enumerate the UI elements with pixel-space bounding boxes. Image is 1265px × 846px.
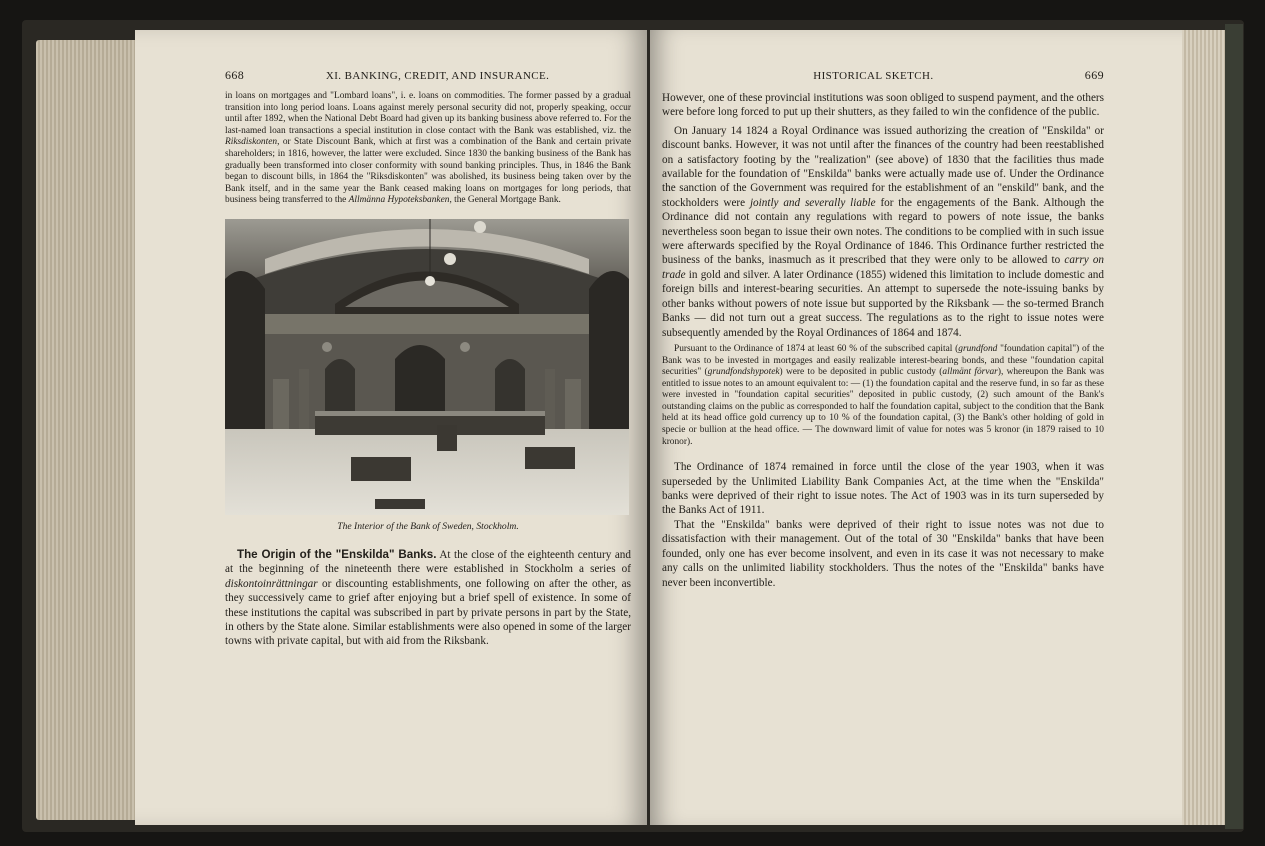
- text-run: ) were to be deposited in public custody (: [779, 367, 943, 378]
- left-page-edges: [36, 40, 146, 820]
- left-running-head: [225, 68, 631, 83]
- left-top-paragraph: [225, 91, 631, 207]
- text-run: for the engagements of the Bank. Although the Ordinance did not contain any regulations with regard to powers of note issue, the banks nevertheless soon began to issue their own notes. The conditions to be complied with in such issue were afterwards specified by the Royal Ordinance of 1846. This Ordinance further restricted the business of the banks, inasmuch as it prescribed that they were only to be allowed to: [662, 196, 1104, 267]
- spacer: [662, 448, 1104, 460]
- italic-term: Riksdiskonten: [225, 137, 278, 148]
- italic-term: grundfondshypotek: [707, 367, 780, 378]
- text-run: On January 14 1824 a Royal Ordinance was issued authorizing the creation of "Enskilda" or discount banks. However, it was not until after the finances of the country had been reestablished on a satisfactory footing by the "realization" (see above) of 1830 that the facilities thus made available for the foundation of "Enskilda" banks were actually made use of. Under the Ordinance the sanction of the Government was required for the establishment of an "enskild" bank, and the stockholders were: [662, 124, 1104, 209]
- right-paragraph-3: The Ordinance of 1874 remained in force until the close of the year 1903, when it was superseded by the Unlimited Liability Bank Companies Act, at the time when the "Enskilda" banks were deprived of their right to issue notes. The Act of 1903 was in its turn superseded by the Banks Act of 1911.: [662, 461, 1104, 517]
- text-run: in gold and silver. A later Ordinance (1855) widened this limitation to include domestic and foreign bills and interest-bearing securities. An attempt to supersede the note-issuing banks by other banks without powers of note issue but supported by the Riksbank — the so-termed Branch Banks — did not turn out a great success. The regulations as to the right to issue notes were subsequently amended by the Royal Ordinances of 1864 and 1874.: [662, 268, 1104, 339]
- text-run: , or State Discount Bank, which at first was a combination of the Bank and certain private shareholders; in 1816, however, the latter were excluded. Since 1830 the banking business of the Bank has gradually been transformed into closer conformity with sound banking principles. Thus, in 1846 the Bank began to discount bills, in 1864 the "Riksdiskonten" was abolished, its business being taken over by the Bank itself, and in the same year the Bank ceased making loans on mortgages for long periods, that business being transferred to the: [225, 137, 631, 206]
- left-running-title: XI. BANKING, CREDIT, AND INSURANCE.: [325, 70, 550, 82]
- section-heading: The Origin of the "Enskilda" Banks.: [237, 547, 437, 561]
- book-cover-edge: [1225, 24, 1243, 829]
- bank-interior-photograph: [225, 219, 629, 515]
- right-paragraph-2: [662, 124, 1104, 340]
- right-paragraph-1: However, one of these provincial institutions was soon obliged to suspend payment, and the others were before long forced to put up their shutters, as they failed to win the confidence of the public.: [662, 92, 1104, 119]
- italic-term: carry on trade: [662, 254, 1105, 281]
- text-run: , the General Mortgage Bank.: [449, 195, 561, 206]
- right-small-paragraph: [662, 344, 1104, 448]
- left-page-number: 668: [225, 68, 245, 82]
- text-run: in loans on mortgages and "Lombard loans", i. e. loans on commodities. The former passed by a gradual transition into long period loans. Loans against merely personal security did not, properly speaking, occur until after 1892, when the National Debt Board had given up its banking business above referred to. For the last-named loan transactions a special institution in close contact with the Bank was established, viz. the: [225, 91, 631, 136]
- italic-term: grundfond: [958, 343, 998, 354]
- text-run: or discounting establishments, one following on after the other, as they successively came to grief after enjoying but a brief spell of existence. In some of these institutions the capital was subscribed in part by private persons in part by the State, in others by the State alone. Similar establishments were also opened in some of the larger towns with private capital, but with aid from the Riksbank.: [225, 577, 631, 648]
- italic-term: jointly and severally liable: [749, 196, 876, 209]
- right-page: [650, 30, 1182, 825]
- italic-term: diskontoinrättningar: [225, 577, 318, 590]
- left-page: [135, 30, 647, 825]
- right-paragraph-4: That the "Enskilda" banks were deprived of their right to issue notes was not due to dissatisfaction with their management. Out of the total of 30 "Enskilda" banks that have been founded, only one has ever become insolvent, and even in its case it was not necessary to make any calls on the unlimited liability stockholders. Thus the notes of the "Enskilda" banks have never been inconvertible.: [662, 518, 1104, 589]
- figure-caption: The Interior of the Bank of Sweden, Stockholm.: [337, 520, 519, 532]
- right-page-number: 669: [1084, 68, 1104, 82]
- left-section-paragraph: [225, 548, 631, 649]
- italic-term: Allmänna Hypoteksbanken: [348, 195, 450, 206]
- text-run: At the close of the eighteenth century and at the beginning of the nineteenth there were established in Stockholm a series of: [225, 548, 631, 576]
- text-run: ), whereupon the Bank was entitled to issue notes to an amount equivalent to: — (1) the foundation capital and the reserve fund, in so far as these were invested in "foundation capital securities" deposited in public custody, (2) such amount of the Bank's outstanding claims on the public as corresponded to half the foundation capital, subject to the condition that the Bank held at its head office gold currency up to 10 % of the foundation capital, (3) the Bank's other holding of gold in specie or bullion at the head office. — The downward limit of value for notes was 5 kronor (in 1879 raised to 10 kronor).: [662, 367, 1104, 447]
- text-run: Pursuant to the Ordinance of 1874 at least 60 % of the subscribed capital (: [674, 343, 959, 354]
- text-run: "foundation capital") of the Bank was to be invested in mortgages and easily realizable interest-bearing bonds, and these "foundation capital securities" (: [662, 343, 1105, 378]
- right-running-title: HISTORICAL SKETCH.: [813, 70, 934, 82]
- right-running-head: [662, 68, 1104, 83]
- italic-term: allmänt förvar: [942, 367, 998, 378]
